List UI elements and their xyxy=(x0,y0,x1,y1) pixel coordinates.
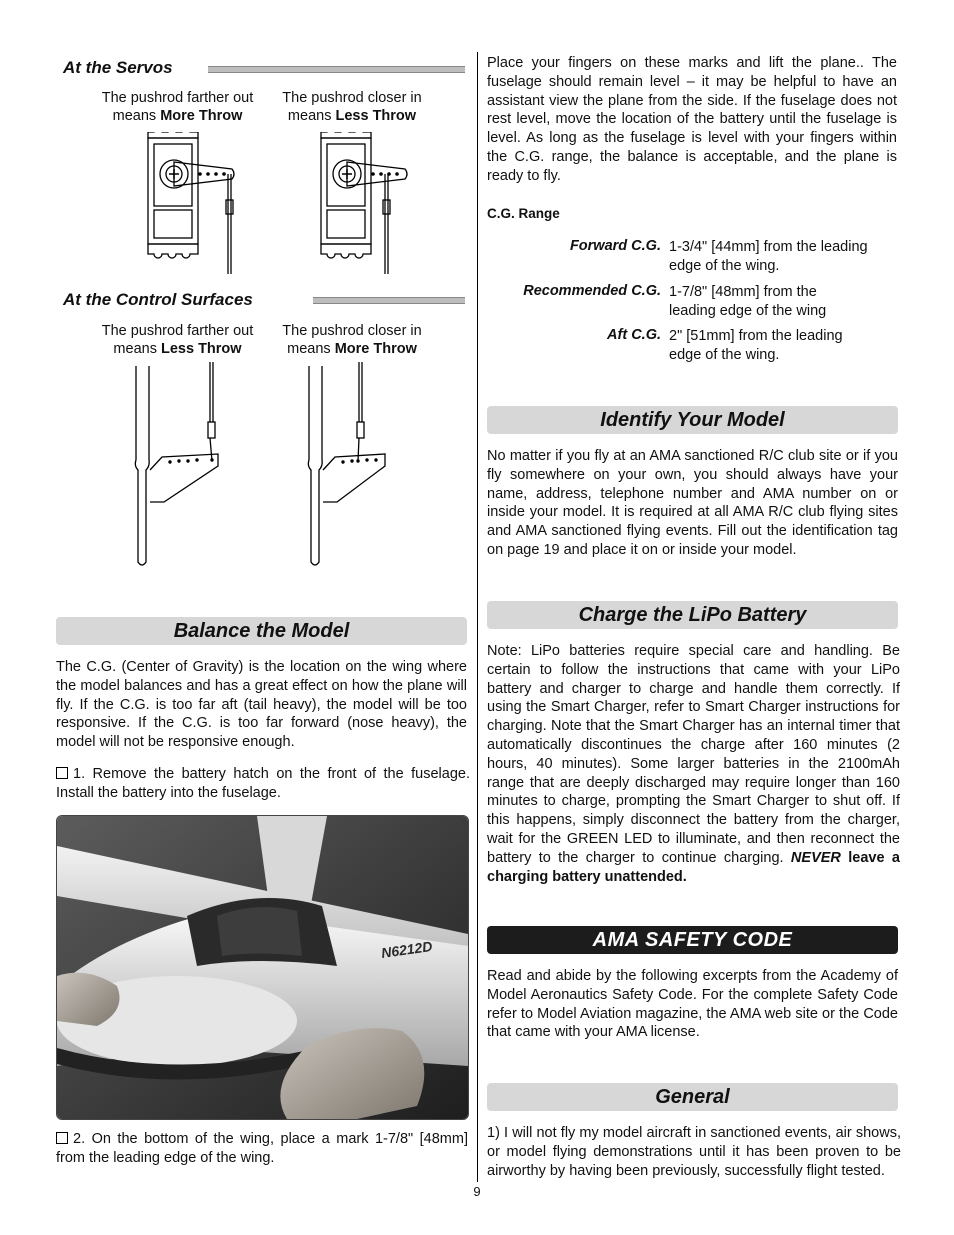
charge-paragraph: Note: LiPo batteries require special care and handling. Be certain to follow the instructions that came with your LiPo battery and charger to charge and handle them correctly. If using the Smart Charger, refer to Smart Charger instructions for charging. Note that the Smart Charger has an internal timer that automatically discontinues the charge after 160 minutes (2 hours, 40 minutes). Some larger batteries in the 2100mAh range that are deeply discharged may require longer than 160 minutes to charge, prompting the Smart Charger to shut off. If this happens, simply disconnect the battery from the charger, wait for the GREEN LED to illuminate, and then reconnect the battery to the charger to continue charging. NEVER leave a charging battery unattended. xyxy=(487,643,900,885)
charge-banner: Charge the LiPo Battery xyxy=(487,601,898,629)
cg-aft-value: 2" [51mm] from the leading edge of the wing. xyxy=(669,328,843,363)
cg-range-heading: C.G. Range xyxy=(487,206,560,221)
servos-caption-2: The pushrod closer in means Less Throw xyxy=(282,90,422,124)
cg-intro-paragraph: Place your fingers on these marks and lift the plane.. The fuselage should remain level – it may be helpful to have an assistant view the plane from the side. If the fuselage does not rest level, move the location of the battery until the fuselage is level. As long as the fuselage is level with your fingers within the C.G. range, the balance is acceptable, and the plane is ready to fly. xyxy=(487,55,897,184)
servo-diagram-more-throw xyxy=(140,132,250,277)
cg-aft-label: Aft C.G. xyxy=(607,327,661,343)
identify-paragraph: No matter if you fly at an AMA sanctioned R/C club site or if you fly somewhere on your own, you should always have your name, address, telephone number and AMA number on or inside your model. It is required at all AMA R/C club flying sites and AMA sanctioned flying events. Fill out the identification tag on page 19 and place it on or inside your model. xyxy=(487,448,898,558)
column-divider xyxy=(477,52,478,1182)
checkbox-icon[interactable] xyxy=(56,1132,68,1144)
servos-caption-1: The pushrod farther out means More Throw xyxy=(101,90,254,124)
battery-install-photo xyxy=(56,815,469,1120)
step-2: 2. On the bottom of the wing, place a mark 1-7/8" [48mm] from the leading edge of the wing. xyxy=(56,1131,468,1166)
ama-safety-banner: AMA SAFETY CODE xyxy=(487,926,898,954)
ama-paragraph: Read and abide by the following excerpts from the Academy of Model Aeronautics Safety Code. For the complete Safety Code refer to Model Aviation magazine, the AMA web site or the Code that came with your AMA license. xyxy=(487,968,898,1041)
control-surfaces-heading: At the Control Surfaces xyxy=(63,290,253,309)
identify-banner: Identify Your Model xyxy=(487,406,898,434)
surfaces-caption-2: The pushrod closer in means More Throw xyxy=(282,323,422,357)
cg-recommended-value: 1-7/8" [48mm] from the leading edge of the wing xyxy=(669,284,827,319)
cg-forward-value: 1-3/4" [44mm] from the leading edge of the wing. xyxy=(669,239,868,274)
control-horn-diagram-less-throw xyxy=(130,362,230,572)
cg-recommended-label: Recommended C.G. xyxy=(523,283,661,299)
servo-diagram-less-throw xyxy=(313,132,423,277)
control-surfaces-rule xyxy=(313,297,465,304)
registration-marking: N6212D xyxy=(380,937,434,961)
control-horn-diagram-more-throw xyxy=(303,362,403,572)
general-paragraph: 1) I will not fly my model aircraft in sanctioned events, air shows, or model flying demonstrations until it has been proven to be airworthy by having been previously, successfully flight tested. xyxy=(487,1125,901,1179)
balance-banner: Balance the Model xyxy=(56,617,467,645)
general-banner: General xyxy=(487,1083,898,1111)
cg-forward-label: Forward C.G. xyxy=(569,238,661,254)
servos-heading-rule xyxy=(208,66,465,73)
step-1: 1. Remove the battery hatch on the front of the fuselage. Install the battery into the fuselage. xyxy=(56,766,470,801)
surfaces-caption-1: The pushrod farther out means Less Throw xyxy=(101,323,254,357)
servos-heading: At the Servos xyxy=(63,58,173,77)
balance-paragraph: The C.G. (Center of Gravity) is the location on the wing where the model balances and has a great effect on how the plane will fly. If the C.G. is too far aft (tail heavy), the model will be too responsive. If the C.G. is too far forward (nose heavy), the model will not be responsive enough. xyxy=(56,659,467,751)
checkbox-icon[interactable] xyxy=(56,767,68,779)
page-number: 9 xyxy=(473,1184,481,1199)
